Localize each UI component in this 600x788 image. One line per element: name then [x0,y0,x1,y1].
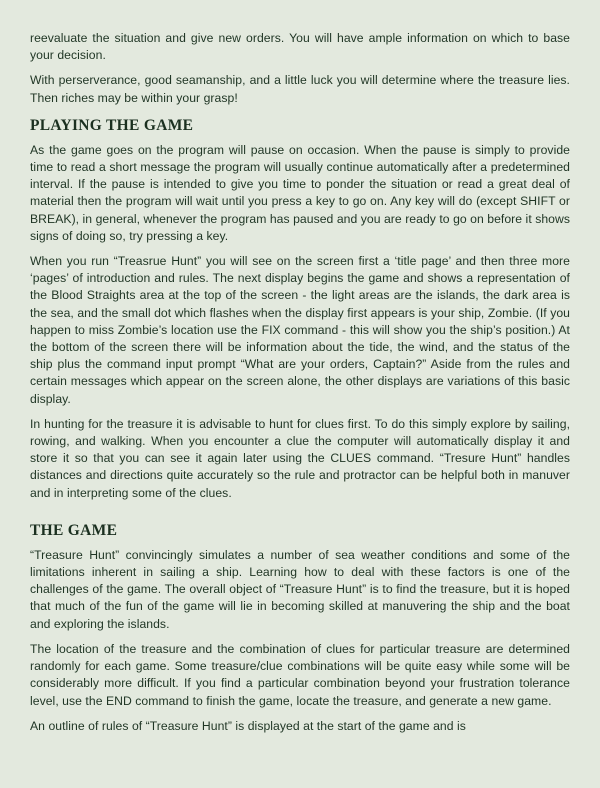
intro-paragraph-2: With perserverance, good seamanship, and a little luck you will determine where the treasure lies. Then riches may be within your grasp! [30,73,570,105]
playing-paragraph-1: As the game goes on the program will pause on occasion. When the pause is simply to provide time to read a short message the program will usually continue automatically after a predetermined interval. If the pause is intended to give you time to ponder the situation or read a great deal of material then the program will wait until you press a key to go on. Any key will do (except SHIFT or BREAK), in general, whenever the program has paused and you are ready to go on before it shows signs of doing so, try pressing a key. [30,142,570,243]
playing-paragraph-2: When you run “Treasrue Hunt” you will see on the screen first a ‘title page’ and then three more ‘pages’ of introduction and rules. The next display begins the game and shows a representation of the Blood Straights area at the top of the screen - the light areas are the islands, the dark area is the sea, and the small dot which flashes when the display first appears is your ship, Zombie. (If you happen to miss Zombie’s location use the FIX command - this will show you the ship’s position.) At the bottom of the screen there will be information about the tide, the wind, and the status of the ship plus the command input prompt “What are your orders, Captain?” Aside from the rules and certain messages which appear on the screen alone, the other displays are variations of this basic display. [30,254,570,406]
game-paragraph-3: An outline of rules of “Treasure Hunt” is displayed at the start of the game and is [30,718,466,733]
playing-the-game-heading: PLAYING THE GAME [30,116,194,134]
playing-paragraph-3: In hunting for the treasure it is advisable to hunt for clues first. To do this simply explore by sailing, rowing, and walking. When you encounter a clue the computer will automatically display it and store it so that you can see it again later using the CLUES command. “Tresure Hunt” handles distances and directions quite accurately so the rule and protractor can be helpful both in manuver and in interpreting some of the clues. [30,416,570,500]
the-game-heading: THE GAME [30,521,118,539]
game-paragraph-1: “Treasure Hunt” convincingly simulates a number of sea weather conditions and some of the limitations inherent in sailing a ship. Learning how to deal with these factors is one of the challenges of the game. The overall object of “Treasure Hunt” is to find the treasure, but it is hoped that much of the fun of the game will lie in becoming skilled at manuvering the ship and the boat and exploring the islands. [30,547,570,631]
game-paragraph-2: The location of the treasure and the combination of clues for particular treasure are determined randomly for each game. Some treasure/clue combinations will be quite easy while some will be considerably more difficult. If you find a particular combination beyond your frustration tolerance level, use the END command to finish the game, locate the treasure, and generate a new game. [30,641,570,708]
intro-paragraph-1: reevaluate the situation and give new orders. You will have ample information on which to base your decision. [30,31,570,63]
